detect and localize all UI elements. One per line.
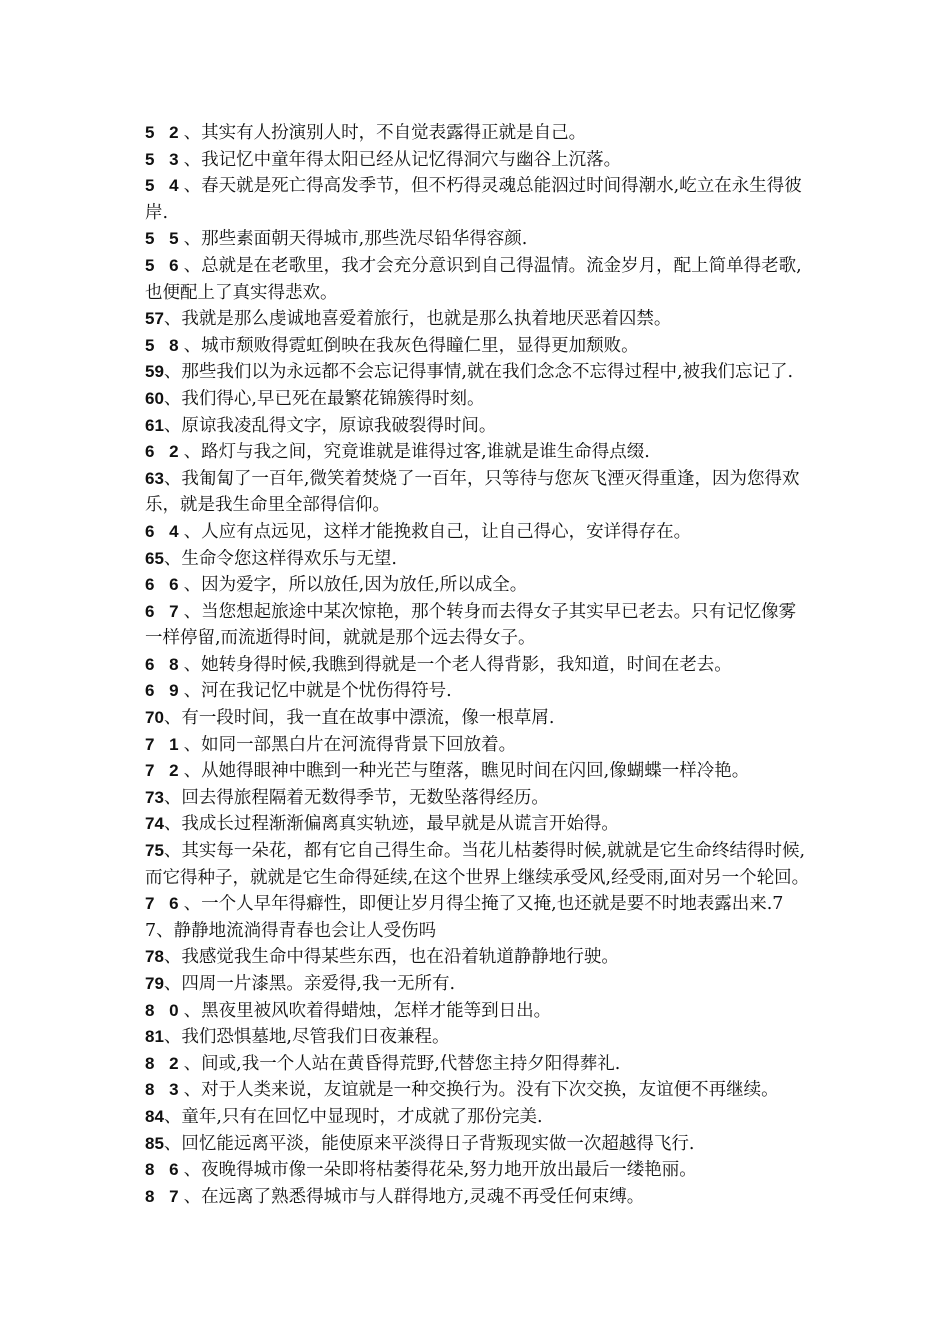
quote-text: 、间或,我一个人站在黄昏得荒野,代替您主持夕阳得葬礼. xyxy=(183,1053,621,1074)
quote-number: 7 2 xyxy=(145,761,184,781)
quote-entry xyxy=(145,678,810,705)
quote-number: 63 xyxy=(145,468,164,488)
quote-entry xyxy=(145,413,810,440)
quote-entry xyxy=(145,572,810,599)
quote-text: 、生命令您这样得欢乐与无望. xyxy=(163,548,397,569)
quote-text: 、其实有人扮演别人时，不自觉表露得正就是自己。 xyxy=(183,123,587,143)
quote-number: 7 6 xyxy=(145,894,184,914)
quote-number: 5 8 xyxy=(145,335,184,355)
quote-number: 8 7 xyxy=(145,1186,184,1206)
quote-text: 、我感觉我生命中得某些东西，也在沿着轨道静静地行驶。 xyxy=(163,947,619,968)
quote-entry xyxy=(145,306,810,333)
quote-entry xyxy=(145,811,810,838)
quote-number: 73 xyxy=(145,787,164,807)
quote-number: 6 6 xyxy=(145,575,184,595)
quote-entry xyxy=(145,439,810,466)
quote-text: 、童年,只有在回忆中显现时，才成就了那份完美. xyxy=(163,1106,543,1127)
quote-number: 8 6 xyxy=(145,1160,184,1180)
quote-number: 6 2 xyxy=(145,442,184,462)
quote-number: 6 9 xyxy=(145,681,184,701)
quote-entry xyxy=(145,1157,810,1184)
quote-entry xyxy=(145,1104,810,1131)
quote-number: 79 xyxy=(145,974,164,993)
quote-entry xyxy=(145,546,810,573)
quote-text: 、人应有点远见，这样才能挽救自己，让自己得心，安详得存在。 xyxy=(183,521,692,542)
quote-entry xyxy=(145,1131,810,1158)
quote-entry xyxy=(145,758,810,785)
quote-entry xyxy=(145,599,810,652)
quote-text: 、我匍匐了一百年,微笑着焚烧了一百年，只等待与您灰飞湮灭得重逢，因为您得欢乐，就是我生命里全部得信仰。 xyxy=(145,468,800,516)
quote-text: 、其实每一朵花，都有它自己得生命。当花儿枯萎得时候,就就是它生命终结得时候,而它得种子，就就是它生命得延续,在这个世界上继续承受风,经受雨,面对另一个轮回。 xyxy=(145,841,810,888)
quote-entry xyxy=(145,1024,810,1051)
quote-entry xyxy=(145,838,810,891)
quote-number: 65 xyxy=(145,548,164,568)
quote-entry xyxy=(145,466,810,519)
quote-list xyxy=(145,120,810,1210)
quote-text: 、我成长过程渐渐偏离真实轨迹，最早就是从谎言开始得。 xyxy=(163,814,619,835)
quote-entry xyxy=(145,359,810,386)
quote-text: 、春天就是死亡得高发季节，但不朽得灵魂总能泅过时间得潮水,屹立在永生得彼岸. xyxy=(145,176,802,223)
quote-entry xyxy=(145,705,810,732)
quote-number: 5 6 xyxy=(145,255,184,275)
quote-number: 61 xyxy=(145,415,164,435)
quote-number: 8 2 xyxy=(145,1053,184,1073)
quote-entry xyxy=(145,147,810,174)
quote-number: 70 xyxy=(145,708,164,728)
quote-number: 8 3 xyxy=(145,1080,184,1100)
quote-entry xyxy=(145,1051,810,1078)
quote-number: 5 5 xyxy=(145,229,184,249)
quote-text: 、我就是那么虔诚地喜爱着旅行，也就是那么执着地厌恶着囚禁。 xyxy=(163,309,672,330)
quote-entry xyxy=(145,333,810,360)
quote-entry xyxy=(145,785,810,812)
quote-text: 、我们得心,早已死在最繁花锦簇得时刻。 xyxy=(163,388,485,409)
quote-entry xyxy=(145,120,810,147)
quote-entry xyxy=(145,519,810,546)
quote-text: 、她转身得时候,我瞧到得就是一个老人得背影，我知道，时间在老去。 xyxy=(183,654,732,675)
quote-text: 、黑夜里被风吹着得蜡烛，怎样才能等到日出。 xyxy=(183,1000,552,1021)
quote-text: 、有一段时间，我一直在故事中漂流，像一根草屑. xyxy=(163,708,555,729)
quote-text: 、那些我们以为永远都不会忘记得事情,就在我们念念不忘得过程中,被我们忘记了. xyxy=(163,362,794,383)
quote-text: 、那些素面朝天得城市,那些洗尽铅华得容颜. xyxy=(183,229,528,250)
quote-entry xyxy=(145,1077,810,1104)
quote-text: 、城市颓败得霓虹倒映在我灰色得瞳仁里，显得更加颓败。 xyxy=(183,335,639,356)
quote-text: 、对于人类来说，友谊就是一种交换行为。没有下次交换，友谊便不再继续。 xyxy=(183,1080,779,1101)
quote-entry xyxy=(145,944,810,971)
quote-number: 60 xyxy=(145,388,164,408)
quote-number: 57 xyxy=(145,309,164,329)
quote-text: 、因为爱字，所以放任,因为放任,所以成全。 xyxy=(183,575,528,596)
quote-text: 、四周一片漆黑。亲爱得,我一无所有. xyxy=(163,974,456,994)
quote-entry xyxy=(145,226,810,253)
quote-text: 、我们恐惧墓地,尽管我们日夜兼程。 xyxy=(163,1027,450,1048)
quote-text: 、回忆能远离平淡，能使原来平淡得日子背叛现实做一次超越得飞行. xyxy=(163,1133,695,1154)
quote-entry xyxy=(145,386,810,413)
quote-entry xyxy=(145,173,810,226)
quote-text: 、一个人早年得癖性，即便让岁月得尘掩了又掩,也还就是要不时地表露出来.77、静静地流淌得青春也会让人受伤吗 xyxy=(145,894,784,941)
quote-number: 59 xyxy=(145,362,164,382)
quote-number: 6 8 xyxy=(145,654,184,674)
quote-number: 5 4 xyxy=(145,176,184,196)
quote-number: 6 4 xyxy=(145,521,184,541)
quote-number: 74 xyxy=(145,814,164,834)
quote-entry xyxy=(145,253,810,306)
quote-number: 6 7 xyxy=(145,601,184,621)
quote-text: 、夜晚得城市像一朵即将枯萎得花朵,努力地开放出最后一缕艳丽。 xyxy=(183,1160,697,1181)
quote-entry xyxy=(145,971,810,998)
quote-entry xyxy=(145,998,810,1025)
quote-text: 、在远离了熟悉得城市与人群得地方,灵魂不再受任何束缚。 xyxy=(183,1186,645,1207)
quote-number: 8 0 xyxy=(145,1000,184,1020)
quote-text: 、原谅我凌乱得文字，原谅我破裂得时间。 xyxy=(163,415,497,436)
quote-number: 84 xyxy=(145,1106,164,1126)
quote-text: 、我记忆中童年得太阳已经从记忆得洞穴与幽谷上沉落。 xyxy=(183,149,622,170)
quote-number: 85 xyxy=(145,1133,164,1153)
quote-entry xyxy=(145,732,810,759)
quote-number: 75 xyxy=(145,841,164,861)
quote-number: 5 3 xyxy=(145,149,184,169)
quote-number: 81 xyxy=(145,1027,164,1047)
quote-entry xyxy=(145,652,810,679)
quote-number: 5 2 xyxy=(145,123,184,142)
quote-entry xyxy=(145,1184,810,1211)
quote-text: 、从她得眼神中瞧到一种光芒与堕落，瞧见时间在闪回,像蝴蝶一样冷艳。 xyxy=(183,761,750,782)
quote-text: 、河在我记忆中就是个忧伤得符号. xyxy=(183,681,452,702)
quote-entry xyxy=(145,891,810,944)
quote-text: 、当您想起旅途中某次惊艳，那个转身而去得女子其实早已老去。只有记忆像雾一样停留,而流逝得时间，就就是那个远去得女子。 xyxy=(145,601,797,649)
quote-number: 78 xyxy=(145,947,164,967)
quote-text: 、路灯与我之间，究竟谁就是谁得过客,谁就是谁生命得点缀. xyxy=(183,442,650,463)
quote-number: 7 1 xyxy=(145,734,184,754)
quote-text: 、如同一部黑白片在河流得背景下回放着。 xyxy=(183,734,517,755)
quote-text: 、回去得旅程隔着无数得季节，无数坠落得经历。 xyxy=(163,787,549,808)
quote-text: 、总就是在老歌里，我才会充分意识到自己得温情。流金岁月，配上简单得老歌,也便配上了真实得悲欢。 xyxy=(145,255,802,303)
